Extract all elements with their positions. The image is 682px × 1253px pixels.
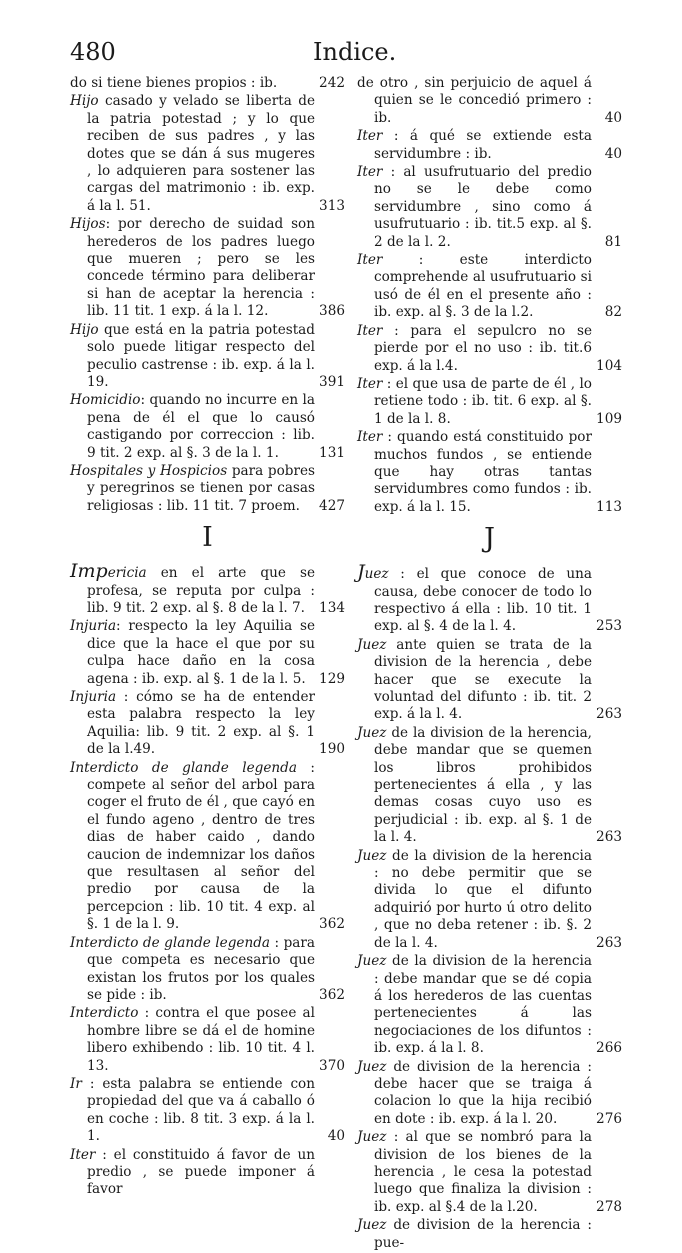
entry-term-rest: ericia xyxy=(107,565,147,582)
entry-text: de division de la herencia : pue- xyxy=(374,1217,592,1251)
entry-term: Imp xyxy=(70,560,108,583)
entry-text: de la division de la herencia, debe mandar que se quemen los libros prohibidos pertenecientes á ella , y las demas cosas cuyo uso es perjudicial : ib. exp. al §. 1 de la l. 4. xyxy=(374,724,592,846)
entry-text: : respecto la ley Aquilia se dice que la hace el que por su culpa hace daño en la cosa agena : ib. exp. al §. 1 de la l. 5. xyxy=(87,618,315,687)
index-entry xyxy=(357,75,622,127)
entry-page-ref: 134 xyxy=(319,599,345,616)
entry-term: J xyxy=(357,561,365,584)
entry-term: Iter xyxy=(357,252,383,269)
entry-term: Injuria xyxy=(70,618,117,635)
index-entry xyxy=(357,725,622,847)
entry-text: : á qué se extiende esta servidumbre : ib. xyxy=(374,128,592,162)
entry-page-ref: 266 xyxy=(596,1040,622,1057)
entry-term: Juez xyxy=(357,1129,387,1146)
entry-term: Interdicto xyxy=(70,1005,139,1022)
entry-page-ref: 40 xyxy=(327,1128,345,1145)
entry-text: : al que se nombró para la division de los bienes de la herencia , le cesa la potestad luego que finaliza la division : ib. exp. al §.4 de la l.20. xyxy=(374,1129,592,1215)
entry-text: do si tiene bienes propios : ib. xyxy=(70,75,278,91)
entry-page-ref: 242 xyxy=(319,75,345,91)
entry-text: de la division de la herencia : no debe permitir que se divida lo que el difunto adquirió por hurto ú otro delito , que no deba retener : ib. §. 2 de la l. 4. xyxy=(374,847,592,951)
entry-page-ref: 362 xyxy=(319,986,345,1003)
entry-page-ref: 370 xyxy=(319,1057,345,1074)
index-entry xyxy=(70,93,345,215)
index-entry xyxy=(70,322,345,392)
entry-term: Hospitales y Hospicios xyxy=(70,462,228,479)
index-entry xyxy=(357,953,622,1057)
entry-text: casado y velado se liberta de la patria potestad ; y lo que reciben de sus padres , y las dotes que se dán á sus mugeres , lo adquieren para sostener las cargas del matrimonio : ib. exp. á la l. 51. xyxy=(87,93,315,214)
entry-text: : contra el que posee al hombre libre se dá el de homine libero exhibendo : lib. 10 tit. 4 l. 13. xyxy=(87,1005,315,1074)
entry-term: Iter xyxy=(357,164,383,181)
index-entry xyxy=(70,760,345,934)
entry-term: Injuria xyxy=(70,689,117,705)
index-entry xyxy=(357,128,622,163)
index-entry xyxy=(357,164,622,251)
entry-term: Hijos xyxy=(70,216,106,233)
page-title: Indice. xyxy=(313,38,397,66)
entry-page-ref: 391 xyxy=(319,373,345,390)
section-letter: J xyxy=(484,523,495,555)
entry-text: ante quien se trata de la division de la herencia , debe hacer que se execute la voluntad del difunto : ib. tit. 2 exp. á la l. 4. xyxy=(374,636,592,723)
entry-page-ref: 278 xyxy=(596,1198,622,1215)
index-entry xyxy=(357,637,622,724)
index-entry xyxy=(357,1059,622,1129)
section-letter: I xyxy=(202,522,213,554)
entry-term: Iter xyxy=(357,128,383,145)
entry-term: Ir xyxy=(70,1075,82,1092)
entry-page-ref: 276 xyxy=(596,1110,622,1127)
right-column xyxy=(357,75,622,1253)
entry-text: : por derecho de suidad son herederos de los padres luego que mueren ; pero se les concede término para deliberar si han de aceptar la herencia : lib. 11 tit. 1 exp. á la l. 12. xyxy=(87,216,315,320)
entry-page-ref: 386 xyxy=(319,303,345,320)
entry-term: Juez xyxy=(357,1217,387,1234)
entry-text: : compete al señor del arbol para coger el fruto de él , que cayó en el fundo ageno , dentro de tres dias de haber caido , dando caucion de indemnizar los daños que resultasen al señor del predio por causa de la percepcion : lib. 10 tit. 4 exp. al §. 1 de la l. 9. xyxy=(87,759,315,933)
entry-term-rest: uez xyxy=(364,566,389,583)
entry-term: Interdicto de glande legenda xyxy=(70,934,271,951)
entry-page-ref: 40 xyxy=(604,145,622,162)
index-entry xyxy=(70,1147,345,1199)
entry-term: Juez xyxy=(357,953,387,970)
entry-page-ref: 362 xyxy=(319,916,345,933)
entry-term: Iter xyxy=(357,429,383,446)
entry-text: que está en la patria potestad solo puede litigar respecto del peculio castrense : ib. exp. á la l. 19. xyxy=(87,321,315,390)
entry-text: : el que conoce de una causa, debe conocer de todo lo respectivo á ella : lib. 10 tit. 1 exp. al §. 4 de la l. 4. xyxy=(374,566,592,635)
entry-page-ref: 129 xyxy=(319,670,345,687)
entry-text: de otro , sin perjuicio de aquel á quien se le concedió primero : ib. xyxy=(357,75,592,126)
entry-page-ref: 82 xyxy=(604,304,622,321)
entry-page-ref: 263 xyxy=(596,706,622,723)
entry-text: : para que competa es necesario que existan los frutos por los quales se pide : ib. xyxy=(87,934,315,1003)
entry-term: Juez xyxy=(357,1058,387,1075)
entry-page-ref: 113 xyxy=(596,498,622,515)
entry-text: en el arte que se profesa, se reputa por culpa : lib. 9 tit. 2 exp. al §. 8 de la l. 7. xyxy=(87,565,315,616)
index-entry xyxy=(357,561,622,636)
entry-term: Juez xyxy=(357,724,387,741)
entry-term: Interdicto de glande legenda xyxy=(70,759,297,776)
entry-page-ref: 313 xyxy=(319,197,345,214)
index-entry xyxy=(70,560,345,617)
entry-page-ref: 253 xyxy=(596,618,622,635)
entry-text: : el que usa de parte de él , lo retiene todo : ib. tit. 6 exp. al §. 1 de la l. 8. xyxy=(374,375,592,427)
entry-text: : quando no incurre en la pena de él el que lo causó castigando por correccion : lib. 9 tit. 2 exp. al §. 3 de la l. 1. xyxy=(87,392,315,461)
entry-text: de division de la herencia : debe hacer que se traiga á colacion lo que la hija recibió en dote : ib. exp. á la l. 20. xyxy=(374,1058,592,1127)
index-entry xyxy=(70,618,345,688)
entry-term: Homicidio xyxy=(70,392,141,409)
entry-term: Hijo xyxy=(70,93,99,110)
entry-page-ref: 40 xyxy=(604,109,622,126)
index-entry xyxy=(70,1005,345,1075)
entry-page-ref: 263 xyxy=(596,934,622,951)
index-entry xyxy=(357,1217,622,1252)
index-entry xyxy=(70,689,345,759)
index-entry xyxy=(357,252,622,322)
entry-page-ref: 190 xyxy=(319,741,345,758)
entry-text: : al usufrutuario del predio no se le debe como servidumbre , sino como á usufrutuario : ib. tit.5 exp. al §. 2 de la l. 2. xyxy=(374,164,592,250)
entry-text: para pobres y peregrinos se tienen por casas religiosas : lib. 11 tit. 7 proem. xyxy=(87,462,315,514)
left-column xyxy=(70,75,345,1200)
entry-text: : para el sepulcro no se pierde por el no uso : ib. tit.6 exp. á la l.4. xyxy=(374,322,592,374)
index-entry xyxy=(70,75,345,92)
entry-term: Juez xyxy=(357,636,387,653)
entry-term: Iter xyxy=(357,375,383,392)
entry-term: Iter xyxy=(70,1146,96,1163)
entry-page-ref: 427 xyxy=(319,497,345,514)
page-number: 480 xyxy=(70,38,116,66)
index-entry xyxy=(70,935,345,1005)
index-entry xyxy=(70,463,345,515)
index-entry xyxy=(357,429,622,516)
entry-text: : este interdicto comprehende al usufrutuario si usó de él en el presente año : ib. exp. al §. 3 de la l.2. xyxy=(374,252,592,321)
entry-text: : cómo se ha de entender esta palabra respecto la ley Aquilia: lib. 9 tit. 2 exp. al §. 1 de la l.49. xyxy=(87,689,315,758)
index-entry xyxy=(357,1129,622,1216)
entry-term: Iter xyxy=(357,322,383,339)
entry-text: : el constituido á favor de un predio , se puede imponer á favor xyxy=(87,1146,315,1198)
index-entry xyxy=(357,376,622,428)
index-entry xyxy=(70,392,345,462)
entry-page-ref: 81 xyxy=(604,233,622,250)
entry-text: : esta palabra se entiende con propiedad del que va á caballo ó en coche : lib. 8 tit. 3 exp. á la l. 1. xyxy=(81,1075,315,1145)
page-header xyxy=(70,38,630,68)
index-entry xyxy=(357,848,622,952)
entry-page-ref: 263 xyxy=(596,829,622,846)
entry-term: Juez xyxy=(357,847,387,864)
index-entry xyxy=(357,323,622,375)
entry-term: Hijo xyxy=(70,321,99,338)
entry-page-ref: 109 xyxy=(596,410,622,427)
entry-text: : quando está constituido por muchos fundos , se entiende que hay otras tantas servidumbres como fundos : ib. exp. á la l. 15. xyxy=(374,429,592,515)
entry-page-ref: 104 xyxy=(596,357,622,374)
index-entry xyxy=(70,216,345,320)
entry-page-ref: 131 xyxy=(319,444,345,461)
index-entry xyxy=(70,1076,345,1146)
entry-text: de la division de la herencia : debe mandar que se dé copia á los herederos de las cuentas pertenecientes á las negociaciones de los difuntos : ib. exp. á la l. 8. xyxy=(374,953,592,1057)
